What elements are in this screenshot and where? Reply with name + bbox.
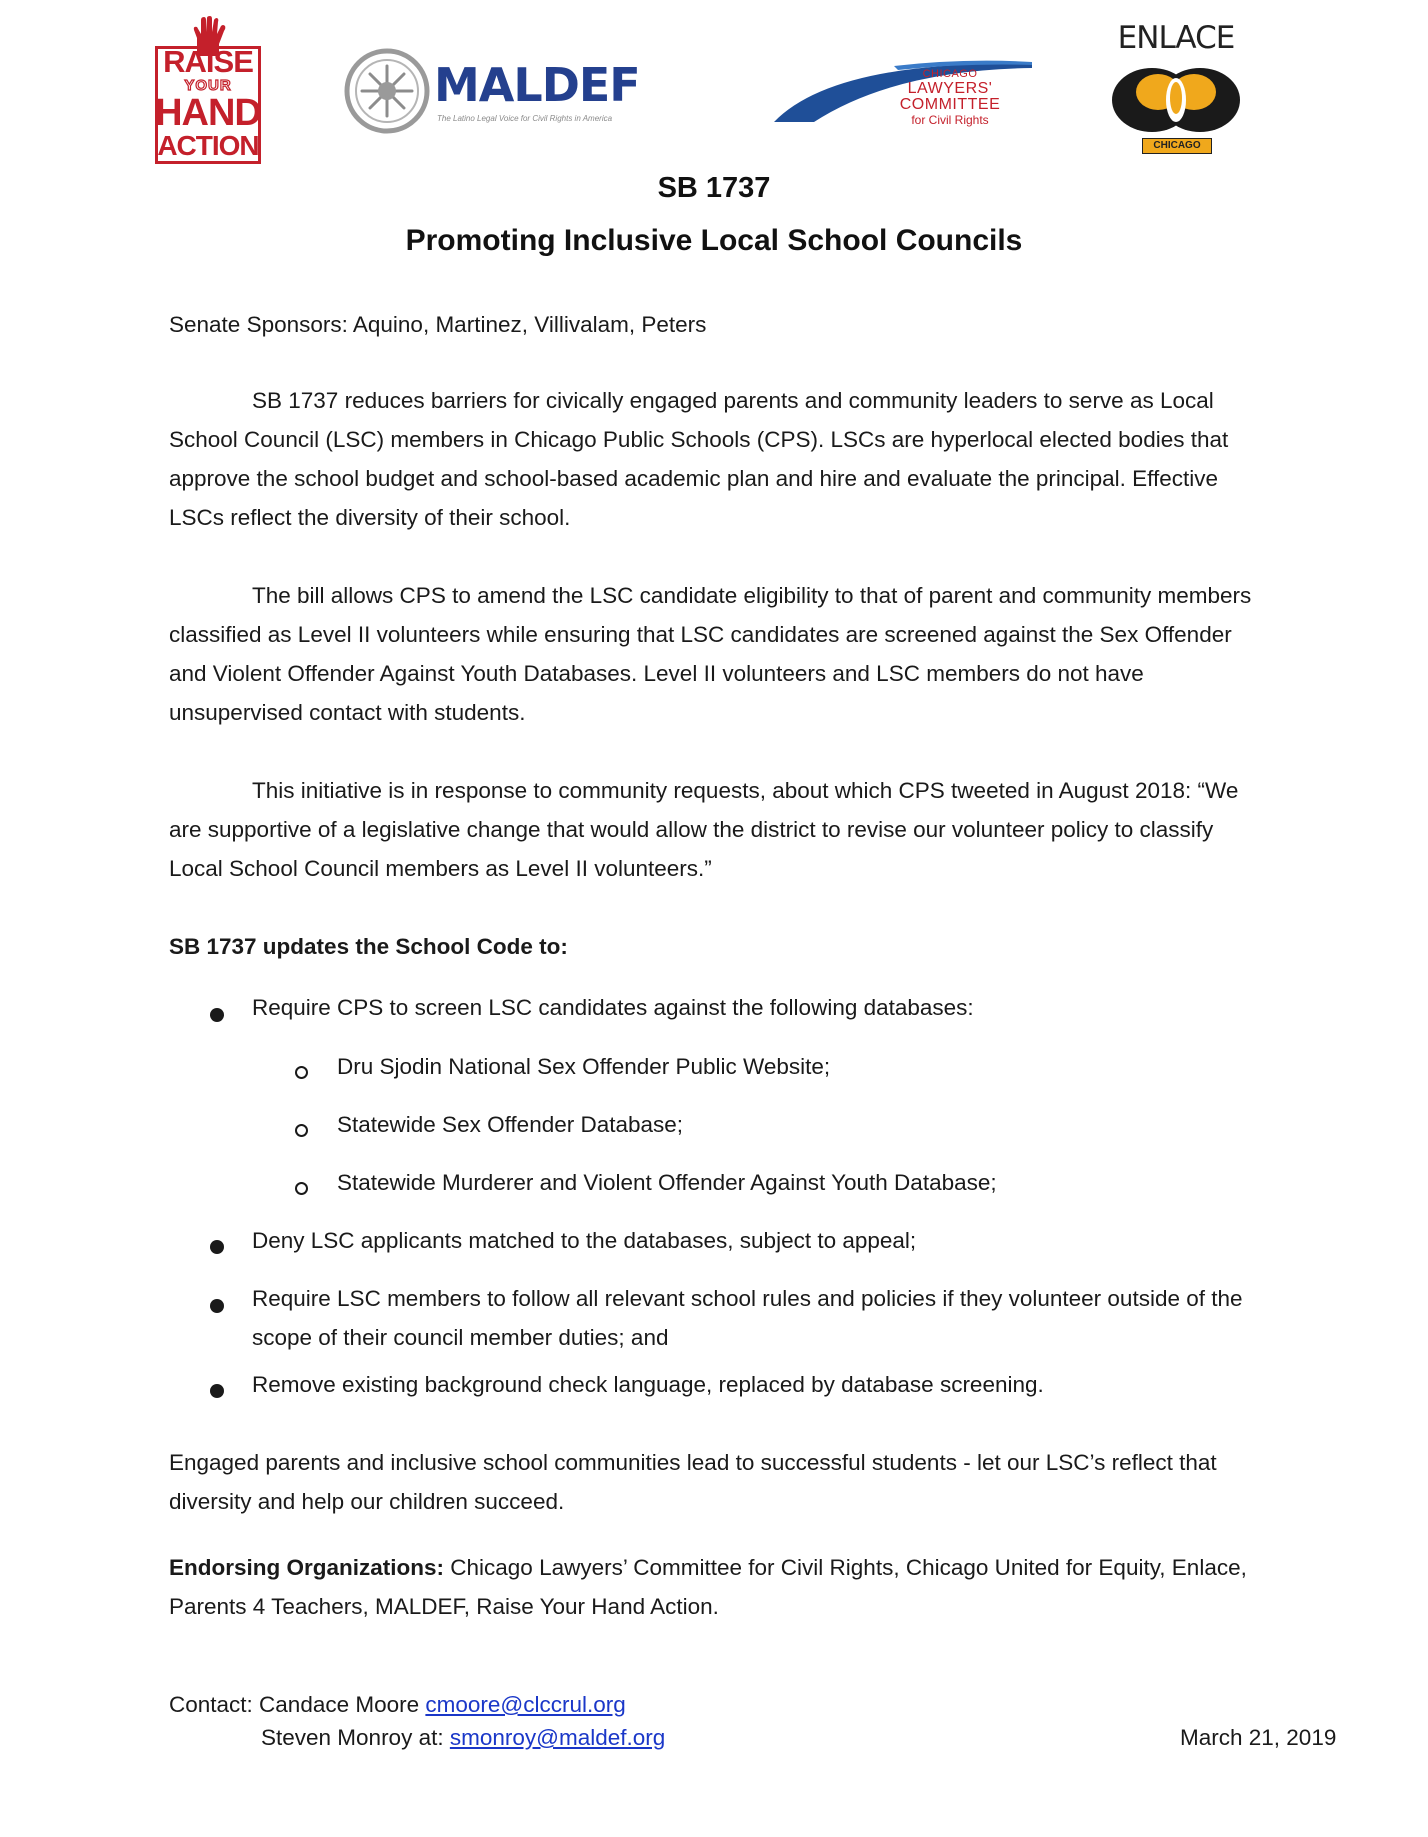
clccr-logo bbox=[774, 56, 1032, 126]
email-link-cmoore[interactable]: cmoore@clccrul.org bbox=[425, 1692, 626, 1717]
ryh-word-your: YOUR bbox=[184, 77, 232, 94]
ryh-word-hand: HAND bbox=[155, 92, 261, 134]
clccr-committee: COMMITTEE bbox=[899, 96, 1001, 114]
clccr-civil-rights: for Civil Rights bbox=[911, 113, 989, 128]
raise-your-hand-logo bbox=[155, 16, 261, 164]
contact-label-2: Steven Monroy at: bbox=[261, 1725, 450, 1750]
closing-paragraph: Engaged parents and inclusive school communities lead to successful students - let our LSC’s reflect that diversity and help our children succeed. bbox=[169, 1450, 1217, 1514]
sub-bullet-item: Dru Sjodin National Sex Offender Public Website; bbox=[337, 1054, 831, 1079]
maldef-logo bbox=[344, 46, 654, 138]
paragraph-intro: SB 1737 reduces barriers for civically engaged parents and community leaders to serve as Local School Council (LSC) members in Chicago Public Schools (CPS). LSCs are hyperlocal elected bodies that approve the school budget and school-based academic plan and hire and evaluate the principal. Effective LSCs reflect the diversity of their school. bbox=[169, 388, 1229, 530]
bullet-item: Deny LSC applicants matched to the databases, subject to appeal; bbox=[252, 1228, 917, 1253]
bullet-item: Remove existing background check language, replaced by database screening. bbox=[252, 1372, 1044, 1397]
sub-bullet-circle-icon bbox=[295, 1124, 308, 1137]
endorsing-organizations bbox=[169, 1548, 1269, 1626]
clccr-text bbox=[890, 69, 1010, 127]
clccr-lawyers: LAWYERS' bbox=[907, 79, 993, 97]
email-link-smonroy[interactable]: smonroy@maldef.org bbox=[449, 1725, 666, 1750]
bullet-dot-icon bbox=[210, 1299, 224, 1313]
sub-bullet-item: Statewide Sex Offender Database; bbox=[337, 1112, 684, 1137]
sub-bullet-item: Statewide Murderer and Violent Offender Against Youth Database; bbox=[337, 1170, 997, 1195]
ryh-word-action: ACTION bbox=[157, 130, 259, 161]
paragraph-initiative: This initiative is in response to community requests, about which CPS tweeted in August 2018: “We are supportive of a legislative change that would allow the district to revise our volunteer policy to classify Local School Council members as Level II volunteers.” bbox=[169, 778, 1239, 881]
enlace-chicago-tag: CHICAGO bbox=[1142, 138, 1212, 154]
bullet-dot-icon bbox=[210, 1384, 224, 1398]
bullet-dot-icon bbox=[210, 1008, 224, 1022]
sub-bullet-circle-icon bbox=[295, 1066, 308, 1079]
enlace-wordmark: ENLACE bbox=[1117, 20, 1235, 56]
clccr-chicago: CHICAGO bbox=[922, 68, 978, 80]
document-subtitle: Promoting Inclusive Local School Councils bbox=[405, 224, 1023, 257]
contact-label: Contact: Candace Moore bbox=[169, 1692, 426, 1717]
document-date: March 21, 2019 bbox=[1180, 1725, 1337, 1750]
paragraph-eligibility: The bill allows CPS to amend the LSC candidate eligibility to that of parent and community members classified as Level II volunteers while ensuring that LSC candidates are screened against the Sex Offender and Violent Offender Against Youth Databases. Level II volunteers and LSC members do not have unsupervised contact with students. bbox=[169, 583, 1252, 725]
contact-line-2 bbox=[261, 1723, 665, 1753]
sub-bullet-circle-icon bbox=[295, 1182, 308, 1195]
updates-heading: SB 1737 updates the School Code to: bbox=[169, 934, 568, 959]
bullet-item: Require LSC members to follow all relevant school rules and policies if they volunteer outside of the scope of their council member duties; and bbox=[252, 1286, 1243, 1350]
bullet-item: Require CPS to screen LSC candidates against the following databases: bbox=[252, 995, 974, 1020]
endorse-list: Chicago Lawyers’ Committee for Civil Rights, Chicago United for Equity, Enlace, Parents 4 Teachers, MALDEF, Raise Your Hand Action. bbox=[169, 1555, 1247, 1619]
ryh-word-raise: RAISE bbox=[163, 44, 253, 79]
contact-line-1 bbox=[169, 1690, 626, 1720]
bullet-dot-icon bbox=[210, 1240, 224, 1254]
enlace-rings-icon bbox=[1108, 60, 1244, 140]
senate-sponsors: Senate Sponsors: Aquino, Martinez, Villivalam, Peters bbox=[169, 312, 707, 337]
maldef-tagline: The Latino Legal Voice for Civil Rights in America bbox=[437, 114, 613, 123]
maldef-seal-icon bbox=[344, 48, 430, 134]
document-title: SB 1737 bbox=[657, 172, 771, 204]
endorse-label: Endorsing Organizations: bbox=[169, 1555, 445, 1580]
maldef-wordmark: MALDEF bbox=[434, 58, 640, 112]
enlace-logo bbox=[1108, 20, 1244, 158]
